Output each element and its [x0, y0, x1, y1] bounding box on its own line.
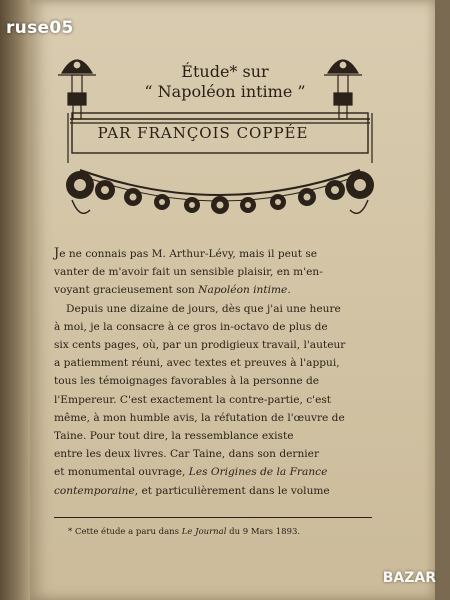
text-line: Depuis une dizaine de jours, dès que j'ai une heure — [66, 302, 341, 315]
text-line: a patiemment réuni, avec textes et preuves à l'appui, — [54, 357, 340, 370]
seller-watermark: ruse05 — [6, 18, 74, 38]
italic-title: Les Origines de la France — [188, 466, 328, 479]
text-line: l'Empereur. C'est exactement la contre-partie, c'est — [54, 393, 332, 406]
paragraph-1 — [54, 245, 372, 300]
footnote-rule — [54, 517, 372, 518]
paragraph-2 — [54, 300, 372, 500]
text-line: Je ne connais pas M. Arthur-Lévy, mais il peut se — [54, 246, 318, 261]
title-line-2: “ Napoléon intime ” — [144, 82, 306, 101]
text-line: voyant gracieusement son Napoléon intime. — [54, 284, 291, 297]
italic-title: Le Journal — [181, 527, 227, 537]
text-line: à moi, je la consacre à ce gros in-octavo de plus de — [54, 320, 328, 333]
text-line: tous les témoignages favorables à la personne de — [54, 375, 320, 388]
italic-title: Napoléon intime — [198, 284, 288, 297]
bazar-logo: BAZAR — [382, 570, 436, 586]
text-line: Taine. Pour tout dire, la ressemblance existe — [54, 430, 294, 443]
italic-title: contemporaine — [54, 484, 135, 497]
text-line: entre les deux livres. Car Taine, dans son dernier — [54, 448, 320, 461]
title-word: Étude — [181, 62, 230, 81]
title-line-1 — [0, 62, 450, 81]
footnote-marker: * — [229, 62, 238, 81]
title-word: sur — [242, 62, 269, 81]
body-text — [54, 245, 372, 500]
text-line: contemporaine, et particulièrement dans le volume — [54, 484, 330, 497]
drop-cap: J — [54, 246, 60, 261]
footnote: * Cette étude a paru dans Le Journal du 9 Mars 1893. — [68, 527, 301, 537]
text-line: six cents pages, où, par un prodigieux travail, l'auteur — [54, 339, 346, 352]
text-line: vanter de m'avoir fait un sensible plaisir, en m'en- — [54, 266, 323, 279]
text-line: même, à mon humble avis, la réfutation de l'œuvre de — [54, 411, 345, 424]
author-heading: PAR FRANÇOIS COPPÉE — [97, 124, 309, 142]
text-line: et monumental ouvrage, Les Origines de la France — [54, 466, 328, 479]
